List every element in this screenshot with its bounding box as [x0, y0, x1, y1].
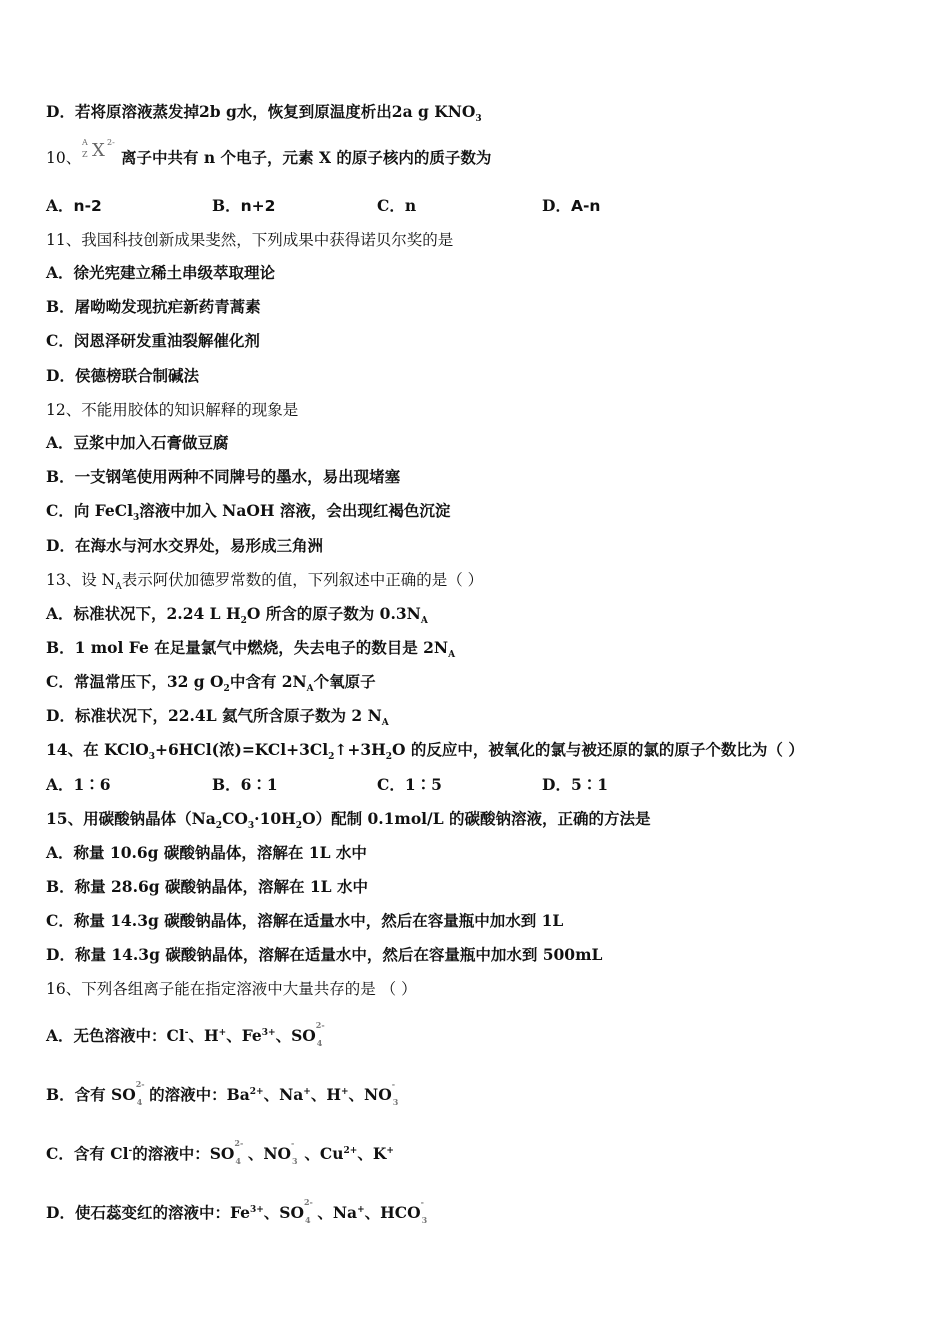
sulfate-charge: 2- 4 — [315, 1020, 325, 1048]
q16-option-c: C．含有 Cl-的溶液中：SO 2- 4 、NO - 3 、$Cu^{2+}$、K+ — [46, 1138, 394, 1166]
q15-option-c: C．称量 14.3g 碳酸钠晶体，溶解在适量水中，然后在容量瓶中加水到 1L — [46, 911, 564, 930]
q12-option-c: C．向 FeCl$_3$溶液中加入 NaOH 溶液，会出现红褐色沉淀 — [46, 501, 451, 524]
q11-option-c: C．闵恩泽研发重油裂解催化剂 — [46, 331, 260, 350]
q11-option-b: B．屠呦呦发现抗疟新药青蒿素 — [46, 297, 261, 316]
q12-option-a: A．豆浆中加入石膏做豆腐 — [46, 433, 229, 452]
q12-option-b: B．一支钢笔使用两种不同牌号的墨水，易出现堵塞 — [46, 467, 401, 486]
q13-option-b: B．1 mol Fe 在足量氯气中燃烧，失去电子的数目是 $2N_A$ — [46, 638, 456, 661]
q14-option-a: A．1∶6 — [46, 775, 111, 794]
q15-option-b: B．称量 28.6g 碳酸钠晶体，溶解在 1L 水中 — [46, 877, 368, 896]
bicarbonate-charge: - 3 — [420, 1197, 428, 1225]
q16-option-a: A．无色溶液中：Cl-、H+、$Fe^{3+}$、SO 2- 4 — [46, 1020, 325, 1048]
q10-option-b: B．n+2 — [212, 196, 276, 215]
q9-option-d: D．若将原溶液蒸发掉2b g水，恢复到原温度析出2a g $KNO_3$ — [46, 102, 482, 125]
q11-option-a: A．徐光宪建立稀土串级萃取理论 — [46, 263, 276, 282]
q13-stem: 13、设 $N_A$表示阿伏加德罗常数的值，下列叙述中正确的是（ ） — [46, 571, 484, 593]
q13-option-c: C．常温常压下，32 g $O_2$中含有 $2N_A$个氧原子 — [46, 672, 376, 695]
q15-option-a: A．称量 10.6g 碳酸钠晶体，溶解在 1L 水中 — [46, 843, 367, 862]
q12-stem: 12、不能用胶体的知识解释的现象是 — [46, 401, 299, 419]
nitrate-charge: - 3 — [391, 1079, 399, 1107]
q10-option-c: C．n — [377, 196, 417, 215]
q15-option-d: D．称量 14.3g 碳酸钠晶体，溶解在适量水中，然后在容量瓶中加水到 500mL — [46, 945, 603, 964]
sulfate-charge: 2- 4 — [234, 1138, 244, 1166]
q11-stem: 11、我国科技创新成果斐然，下列成果中获得诺贝尔奖的是 — [46, 231, 454, 249]
q10-nuclide-symbol: A Z X 2- — [82, 138, 115, 161]
nitrate-charge: - 3 — [291, 1138, 298, 1166]
q13-option-d: D．标准状况下，22.4L 氦气所含原子数为 2 $N_A$ — [46, 706, 389, 729]
q14-stem: 14、在 KClO$_3$+6HCl(浓)$=KCl+3Cl_2↑+3H_2O$ 的反应中，被氧化的氯与被还原的氯的原子个数比为（ ） — [46, 740, 804, 763]
q16-option-b: B．含有 SO 2- 4 的溶液中：$Ba^{2+}$、Na+、H+、NO - 3 — [46, 1079, 399, 1107]
q10-option-d: D．A-n — [542, 196, 601, 215]
sulfate-charge: 2- 4 — [303, 1197, 313, 1225]
q13-option-a: A．标准状况下，2.24 L $H_2O$ 所含的原子数为 $0.3N_A$ — [46, 604, 428, 627]
q14-option-b: B．6∶1 — [212, 775, 278, 794]
q12-option-d: D．在海水与河水交界处，易形成三角洲 — [46, 536, 323, 555]
q14-option-d: D．5∶1 — [542, 775, 609, 794]
q11-option-d: D．侯德榜联合制碱法 — [46, 366, 199, 385]
q16-stem: 16、下列各组离子能在指定溶液中大量共存的是 （ ） — [46, 980, 417, 998]
q14-option-c: C．1∶5 — [377, 775, 442, 794]
q10-number: 10、 — [46, 149, 82, 167]
sulfate-charge: 2- 4 — [135, 1079, 145, 1107]
q10-stem: 离子中共有 n 个电子，元素 X 的原子核内的质子数为 — [121, 148, 492, 167]
q15-stem: 15、用碳酸钠晶体$(Na_2CO_3\cdot 10H_2O)$配制 0.1mol/L 的碳酸钠溶液，正确的方法是 — [46, 809, 651, 832]
q16-option-d: D．使石蕊变红的溶液中：$Fe^{3+}$、SO 2- 4 、Na+、HCO - 3 — [46, 1197, 428, 1225]
q10-option-a: A．n-2 — [46, 196, 102, 215]
